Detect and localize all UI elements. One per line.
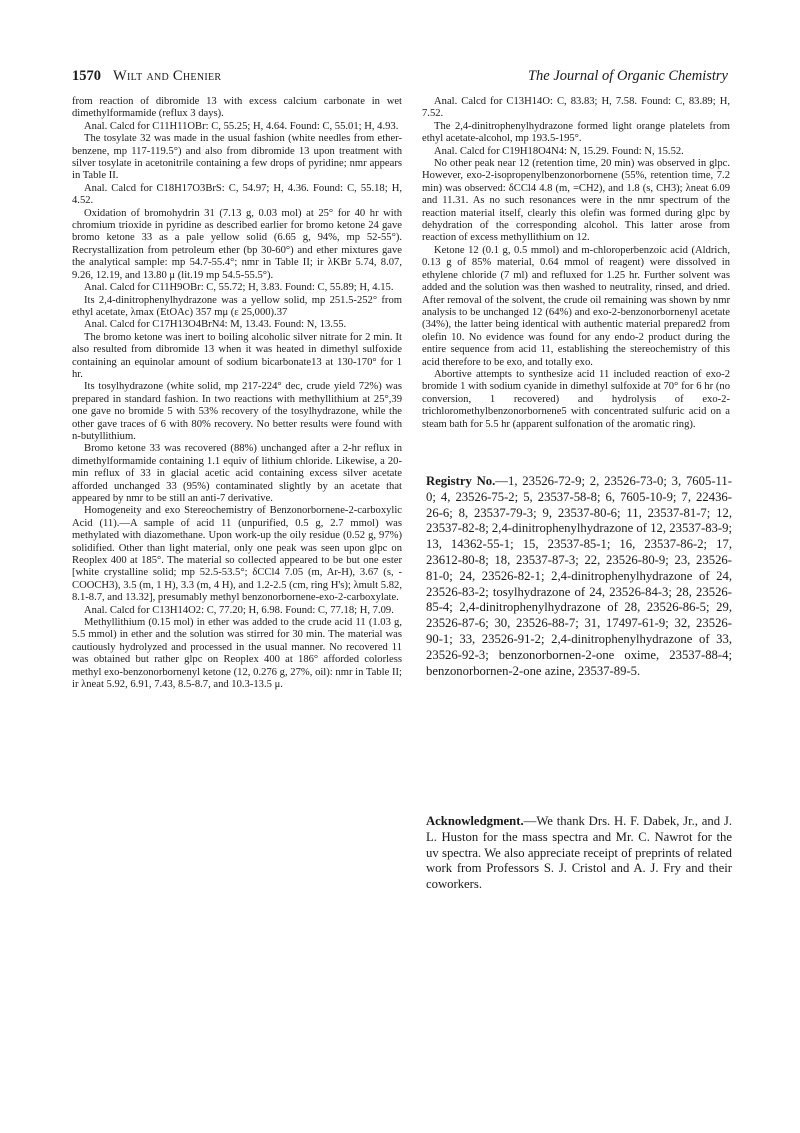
paragraph: The 2,4-dinitrophenylhydrazone formed light orange platelets from ethyl acetate-alcohol, mp 193.5-195°. <box>422 120 730 145</box>
right-column <box>422 96 730 431</box>
paragraph: Abortive attempts to synthesize acid 11 included reaction of exo-2 bromide 1 with sodium cyanide in dimethyl sulfoxide at 70° for 6 hr (no conversion, 1 recovered) and hydrolysis of exo-2-trichloromethylbenzonorbornene5 with concentrated sulfuric acid on a steam bath for 5.5 hr (apparent sulfonation of the aromatic ring). <box>422 368 730 430</box>
analysis-paragraph: Anal. Calcd for C18H17O3BrS: C, 54.97; H, 4.36. Found: C, 55.18; H, 4.52. <box>72 182 402 207</box>
paragraph: Oxidation of bromohydrin 31 (7.13 g, 0.03 mol) at 25° for 40 hr with chromium trioxide in pyridine as described earlier for bromo ketone 24 gave bromo ketone 33 as a pale yellow solid (6.65 g, 94%, mp 52-55°). Recrystallization from petroleum ether (bp 30-60°) and ether mixtures gave the analytical sample: mp 54.7-55.4°; nmr in Table II; ir λKBr 5.74, 8.07, 9.26, 12.19, and 13.80 μ (lit.19 mp 54.5-55.5°). <box>72 207 402 281</box>
paragraph: No other peak near 12 (retention time, 20 min) was observed in glpc. However, exo-2-isopropenylbenzonorbornene (55%, retention time, 7.2 min) was observed: δCCl4 4.8 (m, =CH2), and 1.8 (s, CH3); λneat 6.09 and 11.31. As no such resonances were in the nmr spectrum of the reaction material itself, clearly this olefin was formed during glpc by dehydration of the corresponding alcohol. This latter arose from reaction of excess methyllithium on 12. <box>422 158 730 244</box>
analysis-paragraph: Anal. Calcd for C11H11OBr: C, 55.25; H, 4.64. Found: C, 55.01; H, 4.93. <box>84 120 399 132</box>
acknowledgment-heading: Acknowledgment. <box>426 814 524 828</box>
left-column <box>72 96 402 692</box>
paragraph: Methyllithium (0.15 mol) in ether was added to the crude acid 11 (1.03 g, 5.5 mmol) in ether and the solution was stirred for 30 min. The material was cautiously hydrolyzed and processed in the usual manner. No recovered 11 was obtained but rather glpc on Reoplex 400 at 186° afforded colorless methyl exo-benzonorbornenyl ketone (12, 0.276 g, 27%, oil): nmr in Table II; ir λneat 5.92, 6.91, 7.43, 8.5-8.7, and 10.3-13.5 μ. <box>72 617 402 691</box>
acknowledgment-text: —We thank Drs. H. F. Dabek, Jr., and J. L. Huston for the mass spectra and Mr. C. Nawrot for the uv spectra. We also appreciate receipt of preprints of related work from Professors S. J. Cristol and A. J. Fry and their coworkers. <box>426 814 732 892</box>
analysis-paragraph: Anal. Calcd for C19H18O4N4: N, 15.29. Found: N, 15.52. <box>434 145 684 157</box>
paragraph: The tosylate 32 was made in the usual fashion (white needles from ether-benzene, mp 117-119.5°) and also from dibromide 13 upon treatment with silver tosylate in acetonitrile containing a few drops of pyridine; nmr appears in Table II. <box>72 133 402 182</box>
journal-name: The Journal of Organic Chemistry <box>527 68 728 84</box>
registry-heading: Registry No. <box>426 474 496 488</box>
paragraph: from reaction of dibromide 13 with excess calcium carbonate in wet dimethylformamide (reflux 3 days). <box>72 96 402 120</box>
paragraph: Bromo ketone 33 was recovered (88%) unchanged after a 2-hr reflux in dimethylformamide containing 1.1 equiv of lithium chloride. Likewise, a 20-min reflux of 33 in glacial acetic acid containing excess silver acetate afforded unchanged 33 (95%) contaminated slightly by an acetate that appeared by nmr to be still an anti-7 derivative. <box>72 443 402 504</box>
registry-text: —1, 23526-72-9; 2, 23526-73-0; 3, 7605-11-0; 4, 23526-75-2; 5, 23537-58-8; 6, 7605-10-9; 7, 22436-26-6; 8, 23537-79-3; 9, 23537-80-6; 11, 23537-81-7; 12, 23537-82-8; 2,4-dinitrophenylhydrazone of 12, 23537-83-9; 13, 14362-55-1; 15, 23537-85-1; 16, 23537-86-2; 17, 23612-80-8; 18, 23537-87-3; 22, 23526-80-9; 23, 23526-81-0; 24, 23526-82-1; 2,4-dinitrophenylhydrazone of 24, 23526-83-2; tosylhydrazone of 24, 23526-84-3; 28, 23526-85-4; 2,4-dinitrophenylhydrazone of 28, 23526-86-5; 29, 23526-87-6; 30, 23526-88-7; 31, 17497-61-9; 32, 23526-90-1; 33, 23526-91-2; 2,4-dinitrophenylhydrazone of 33, 23526-92-3; benzonorbornen-2-one oxime, 23537-88-4; benzonorbornen-2-one azine, 23537-89-5. <box>426 474 732 678</box>
registry-numbers <box>426 474 732 679</box>
paragraph: Its 2,4-dinitrophenylhydrazone was a yellow solid, mp 251.5-252° from ethyl acetate, λmax (EtOAc) 357 mμ (ε 25,000).37 <box>72 294 402 318</box>
paragraph: The bromo ketone was inert to boiling alcoholic silver nitrate for 2 min. It also resulted from dibromide 13 when it was heated in dimethyl sulfoxide containing an equinolar amount of sodium bicarbonate13 at 130-170° for 1 hr. <box>72 331 402 380</box>
analysis-paragraph: Anal. Calcd for C11H9OBr: C, 55.72; H, 3.83. Found: C, 55.89; H, 4.15. <box>84 282 394 294</box>
section-paragraph: Homogeneity and exo Stereochemistry of Benzonorbornene-2-carboxylic Acid (11).—A sample of acid 11 (unpurified, 0.5 g, 2.7 mmol) was methylated with diazomethane. Upon work-up the oily residue (0.52 g, 97%) solidified. Other than light material, only one peak was seen upon glpc on Reoplex 400 at 185°. The material so collected appeared to be but one ester [white crystalline solid; mp 52.5-53.5°; δCCl4 7.05 (m, Ar-H), 3.67 (s, -COOCH3), 3.5 (m, 1 H), 3.3 (m, 4 H), and 1.2-2.5 (cm, ring H's); λmult 5.82, 8.1-8.7, and 13.32], presumably methyl benzonorbornene-exo-2-carboxylate. <box>72 505 402 604</box>
page-number: 1570 <box>72 68 101 84</box>
acknowledgment <box>426 814 732 893</box>
running-authors: Wilt and Chenier <box>113 68 222 84</box>
analysis-paragraph: Anal. Calcd for C13H14O: C, 83.83; H, 7.58. Found: C, 83.89; H, 7.52. <box>422 96 730 120</box>
page-header <box>72 68 728 85</box>
paragraph: Ketone 12 (0.1 g, 0.5 mmol) and m-chloroperbenzoic acid (Aldrich, 0.13 g of 85% material, 0.64 mmol of reagent) were dissolved in ethylene chloride (7 ml) and refluxed for 1.25 hr. Further solvent was added and the solution was then washed to neutrality, rinsed, and dried. After removal of the solvent, the crude oil remaining was shown by nmr analysis to be unchanged 12 (64%) and exo-2-benzonorbornenyl acetate (34%), the latter being identical with authentic material prepared2 from olefin 10. No evidence was found for any endo-2 product during the entire sequence from acid 11, establishing the stereochemistry of this acid therefore to be exo, and totally exo. <box>422 244 730 368</box>
paragraph: Its tosylhydrazone (white solid, mp 217-224° dec, crude yield 72%) was prepared in standard fashion. In two reactions with methyllithium at 25°,39 one gave no bromide 5 with 53% recovery of the tosylhydrazone, while the other gave traces of 6 with 80% recovery. No better results were found with n-butyllithium. <box>72 381 402 442</box>
analysis-paragraph: Anal. Calcd for C13H14O2: C, 77.20; H, 6.98. Found: C, 77.18; H, 7.09. <box>84 604 394 616</box>
analysis-paragraph: Anal. Calcd for C17H13O4BrN4: M, 13.43. Found: N, 13.55. <box>84 319 347 331</box>
